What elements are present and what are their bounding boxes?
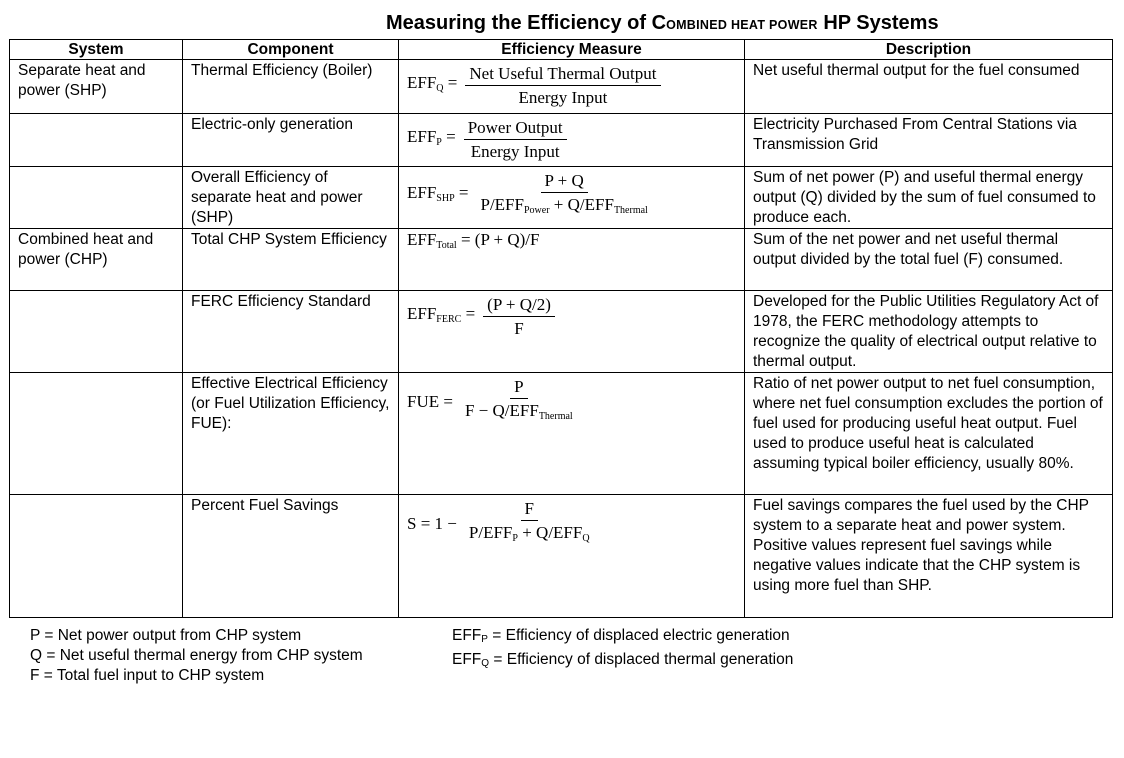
component-cell: Thermal Efficiency (Boiler) — [183, 60, 399, 114]
efficiency-table — [9, 39, 1113, 618]
equation-cell — [399, 114, 745, 167]
header-description: Description — [745, 40, 1113, 60]
equation-cell — [399, 167, 745, 229]
title-prefix: Measuring the Efficiency of C — [386, 12, 667, 34]
header-efficiency-measure: Efficiency Measure — [399, 40, 745, 60]
equation-cell — [399, 495, 745, 618]
equation: $EFF_{SHP}$ = $\frac{P + Q}{P/EFF_{Power} + Q/EFF_{Thermal}}$ — [407, 171, 648, 216]
component-cell: Percent Fuel Savings — [183, 495, 399, 618]
system-cell: Combined heat and power (CHP) — [10, 229, 183, 291]
system-cell — [10, 114, 183, 167]
system-cell — [10, 167, 183, 229]
system-cell: Separate heat and power (SHP) — [10, 60, 183, 114]
equation-cell — [399, 229, 745, 291]
equation: S = 1 − $\frac{F}{P/EFF_P + Q/EFF_Q}$ — [407, 499, 590, 544]
equation: $EFF_P$ = $\frac{\text{Power Output}}{\text{Energy Input}}$ — [407, 115, 736, 162]
description-cell: Sum of net power (P) and useful thermal energy output (Q) divided by the sum of fuel consumed to produce each. — [745, 167, 1113, 229]
component-cell: Overall Efficiency of separate heat and power (SHP) — [183, 167, 399, 229]
legend-f: F = Total fuel input to CHP system — [30, 667, 265, 684]
description-cell: Ratio of net power output to net fuel consumption, where net fuel consumption excludes the portion of fuel used for producing useful heat output. Fuel used to produce useful heat is calculated assuming typical boiler efficiency, usually 80%. — [745, 373, 1113, 495]
table-row — [10, 167, 1113, 229]
table-row — [10, 60, 1113, 114]
legend-effq: $EFF_Q$ = Efficiency of displaced thermal generation — [452, 651, 794, 669]
legend-effp: $EFF_P$ = Efficiency of displaced electric generation — [452, 627, 790, 645]
description-cell: Sum of the net power and net useful thermal output divided by the total fuel (F) consumed. — [745, 229, 1113, 291]
component-cell: Total CHP System Efficiency — [183, 229, 399, 291]
component-cell: FERC Efficiency Standard — [183, 291, 399, 373]
table-row — [10, 229, 1113, 291]
equation: FUE = $\frac{P}{F - Q/EFF_{Thermal}}$ — [407, 377, 573, 422]
table-row — [10, 291, 1113, 373]
legend-p: P = Net power output from CHP system — [30, 627, 302, 644]
legend-q: Q = Net useful thermal energy from CHP system — [30, 647, 363, 664]
system-cell — [10, 373, 183, 495]
equation: $EFF_{Total} = (P + Q)/F$ — [407, 230, 540, 251]
equation-cell — [399, 60, 745, 114]
legend-left — [30, 626, 363, 686]
legend-right — [452, 626, 793, 674]
page-title — [386, 11, 939, 37]
equation: $EFF_{FERC}$ = $\frac{(P + Q/2)}{F}$ — [407, 292, 736, 339]
header-component: Component — [183, 40, 399, 60]
equation-cell — [399, 291, 745, 373]
system-cell — [10, 291, 183, 373]
table-row — [10, 373, 1113, 495]
equation: $EFF_Q$ = $\frac{\text{Net Useful Thermal Output}}{\text{Energy Input}}$ — [407, 61, 736, 108]
title-suffix: HP Systems — [817, 12, 939, 34]
table-row — [10, 114, 1113, 167]
description-cell: Fuel savings compares the fuel used by the CHP system to a separate heat and power system. Positive values represent fuel savings while negative values indicate that the CHP system is using more fuel than SHP. — [745, 495, 1113, 618]
table-row — [10, 495, 1113, 618]
header-system: System — [10, 40, 183, 60]
title-smallcaps: OMBINED HEAT POWER — [666, 18, 818, 32]
system-cell — [10, 495, 183, 618]
description-cell: Electricity Purchased From Central Stations via Transmission Grid — [745, 114, 1113, 167]
component-cell: Electric-only generation — [183, 114, 399, 167]
equation-cell — [399, 373, 745, 495]
description-cell: Net useful thermal output for the fuel consumed — [745, 60, 1113, 114]
description-cell: Developed for the Public Utilities Regulatory Act of 1978, the FERC methodology attempts to recognize the quality of electrical output relative to thermal output. — [745, 291, 1113, 373]
header-row — [10, 40, 1113, 60]
component-cell: Effective Electrical Efficiency (or Fuel Utilization Efficiency, FUE): — [183, 373, 399, 495]
